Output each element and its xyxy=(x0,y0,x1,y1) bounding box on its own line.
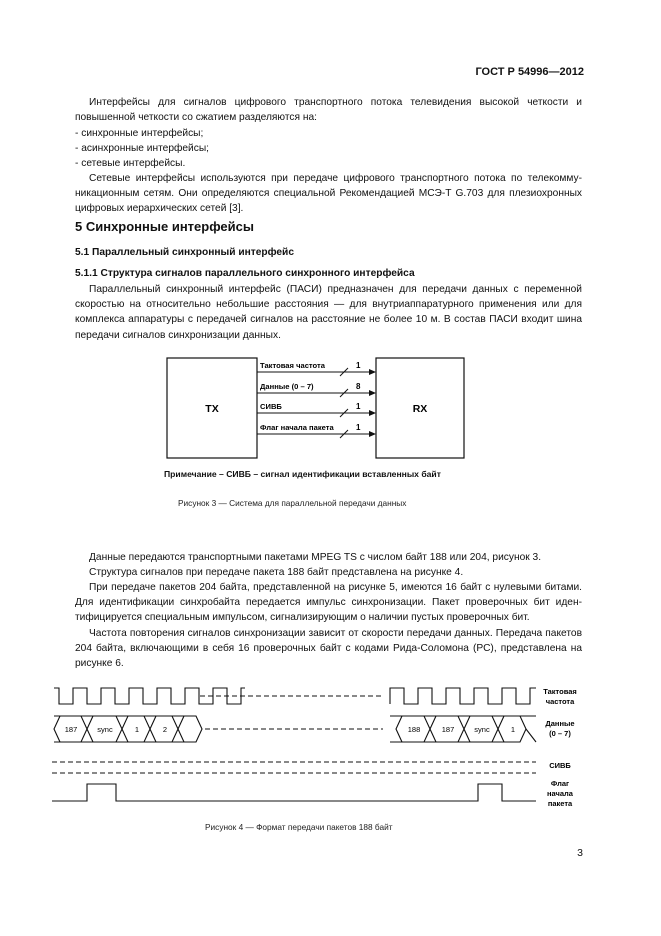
data-byte-label: 187 xyxy=(64,725,78,734)
flag-label: пакета xyxy=(547,799,573,808)
flag-label: начала xyxy=(547,789,573,798)
flag-waveform xyxy=(52,784,536,801)
line-width-flag: 1 xyxy=(356,423,361,432)
figure-4-caption: Рисунок 4 — Формат передачи пакетов 188 байт xyxy=(205,822,393,832)
list-item: - асинхронные интерфейсы; xyxy=(75,143,209,154)
body-paragraph: Данные передаются транспортными пакетами MPEG TS с числом байт 188 или 204, рисунок 3. xyxy=(89,552,542,563)
figure-3-note: Примечание – СИВБ – сигнал идентификации вставленных байт xyxy=(164,469,441,479)
data-byte-label: 1 xyxy=(134,725,140,734)
tx-label: TX xyxy=(205,403,219,415)
document-header: ГОСТ Р 54996—2012 xyxy=(475,66,584,78)
data-label: Данные xyxy=(545,719,575,728)
body-paragraph: При передаче пакетов 204 байта, представленной на рисунке 5, имеются 16 байт с нулевыми битами. Для идентификации синхробайта передается импульс синхронизации. Пакет проверочных бит идентифицируется специальным импульсом, сигнализирующим о наличии пустых проверочных бит. xyxy=(75,582,582,624)
data-byte-label: 188 xyxy=(407,725,421,734)
body-paragraph: Частота повторения сигналов синхронизации зависит от скорости передачи данных. Передача пакетов 204 байта, включающими в себя 16 проверочных байт с кодами Рида-Соломона (РС), представлена на рисунке 6. xyxy=(75,628,582,670)
figure-3-caption: Рисунок 3 — Система для параллельной передачи данных xyxy=(178,498,407,508)
line-width-sivb: 1 xyxy=(356,402,361,411)
pasi-paragraph: Параллельный синхронный интерфейс (ПАСИ) предназначен для передачи данных с переменной скоростью на относительно небольшие расстояния — для внутриаппаратурного применения или для комплекса аппаратуры с передачей сигналов на расстояние не более 10 м. В состав ПАСИ входит шина передачи сигналов синхронизации данных. xyxy=(75,284,582,341)
clock-waveform-right xyxy=(390,688,536,704)
line-label-flag: Флаг начала пакета xyxy=(260,423,334,432)
data-byte-label: 1 xyxy=(510,725,516,734)
rx-label: RX xyxy=(412,403,428,415)
line-width-clock: 1 xyxy=(356,361,361,370)
figure-4-timing-diagram xyxy=(50,680,590,815)
data-byte-label: sync xyxy=(97,725,113,734)
section-5-1-heading: 5.1 Параллельный синхронный интерфейс xyxy=(75,247,294,258)
data-byte-label: sync xyxy=(474,725,490,734)
figure-3-diagram xyxy=(160,352,490,464)
line-label-clock: Тактовая частота xyxy=(260,361,325,370)
body-paragraph: Структура сигналов при передаче пакета 188 байт представлена на рисунке 4. xyxy=(89,567,464,578)
page-number: 3 xyxy=(577,847,583,859)
section-5-1-1-heading: 5.1.1 Структура сигналов параллельного синхронного интерфейса xyxy=(75,268,415,279)
list-item: - синхронные интерфейсы; xyxy=(75,128,204,139)
list-item: - сетевые интерфейсы. xyxy=(75,158,186,169)
line-label-data: Данные (0 – 7) xyxy=(260,382,314,391)
line-label-sivb: СИВБ xyxy=(260,402,282,411)
network-interfaces-paragraph: Сетевые интерфейсы используются при передаче цифрового транспортного потока по телекоммуникационным сетям. Они определяются специальной Рекомендацией МСЭ-T G.703 для плезиохронных цифровых иерархических сетей [3]. xyxy=(75,173,582,215)
section-5-heading: 5 Синхронные интерфейсы xyxy=(75,219,254,234)
clock-label: Тактовая xyxy=(543,687,577,696)
sivb-label: СИВБ xyxy=(549,761,571,770)
data-byte-label: 2 xyxy=(162,725,168,734)
flag-label: Флаг xyxy=(550,779,570,788)
data-label: (0 – 7) xyxy=(549,729,571,738)
data-byte-label: 187 xyxy=(441,725,455,734)
line-width-data: 8 xyxy=(356,382,361,391)
clock-label: частота xyxy=(545,697,575,706)
intro-paragraph: Интерфейсы для сигналов цифрового транспортного потока телевидения высокой четкости и повышенной четкости со сжатием разделяются на: xyxy=(75,97,582,124)
